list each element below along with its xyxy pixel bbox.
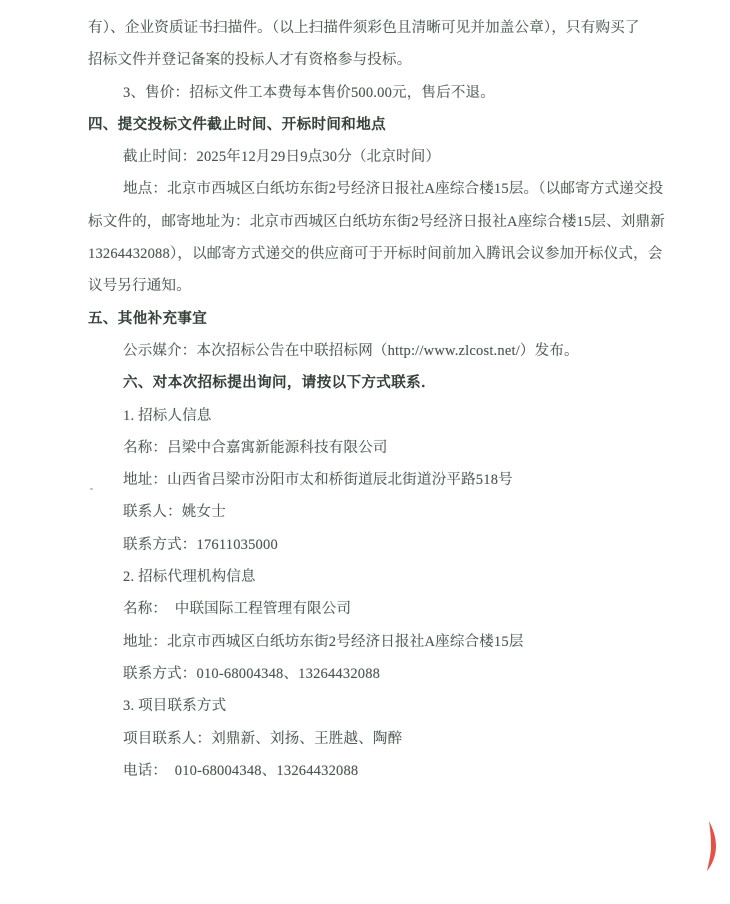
text-line: 1. 招标人信息	[123, 407, 212, 424]
text-line: 有）、企业资质证书扫描件。（以上扫描件须彩色且清晰可见并加盖公章），只有购买了	[88, 20, 640, 36]
scan-speck	[90, 488, 93, 490]
text-line: 项目联系人：刘鼎新、刘扬、王胜越、陶醉	[123, 730, 403, 747]
text-line: 地址：北京市西城区白纸坊东街2号经济日报社A座综合楼15层	[123, 633, 524, 650]
text-line: 地点：北京市西城区白纸坊东街2号经济日报社A座综合楼15层。（以邮寄方式递交投	[123, 181, 664, 198]
red-pen-mark-shape	[707, 821, 716, 871]
section-heading-line: 四、提交投标文件截止时间、开标时间和地点	[88, 116, 386, 133]
text-line: 名称：吕梁中合嘉寓新能源科技有限公司	[123, 439, 388, 456]
text-line: 联系人：姚女士	[123, 504, 226, 521]
text-line: 联系方式：010-68004348、13264432088	[123, 665, 381, 682]
text-line: 名称： 中联国际工程管理有限公司	[123, 601, 352, 618]
red-pen-mark	[703, 820, 719, 872]
text-line: 3. 项目联系方式	[123, 698, 227, 715]
section-heading-line: 五、其他补充事宜	[88, 310, 208, 327]
text-line: 联系方式：17611035000	[123, 536, 278, 553]
text-line: 13264432088），以邮寄方式递交的供应商可于开标时间前加入腾讯会议参加开标仪式，会	[88, 246, 663, 263]
section-heading-line: 六、对本次招标提出询问，请按以下方式联系．	[123, 375, 436, 392]
text-line: 地址：山西省吕梁市汾阳市太和桥街道辰北街道汾平路518号	[123, 472, 513, 489]
document-text-block	[88, 12, 665, 787]
text-line: 电话： 010-68004348、13264432088	[123, 762, 359, 779]
text-line: 截止时间：2025年12月29日9点30分（北京时间）	[123, 149, 441, 166]
text-line: 议号另行通知。	[88, 278, 191, 295]
text-line: 标文件的，邮寄地址为：北京市西城区白纸坊东街2号经济日报社A座综合楼15层、刘鼎新	[88, 213, 665, 230]
text-line: 公示媒介：本次招标公告在中联招标网（http://www.zlcost.net/）发布。	[123, 342, 579, 359]
text-line: 3、售价：招标文件工本费每本售价500.00元，售后不退。	[123, 84, 495, 101]
text-line: 2. 招标代理机构信息	[123, 569, 256, 586]
text-line: 招标文件并登记备案的投标人才有资格参与投标。	[88, 52, 412, 69]
